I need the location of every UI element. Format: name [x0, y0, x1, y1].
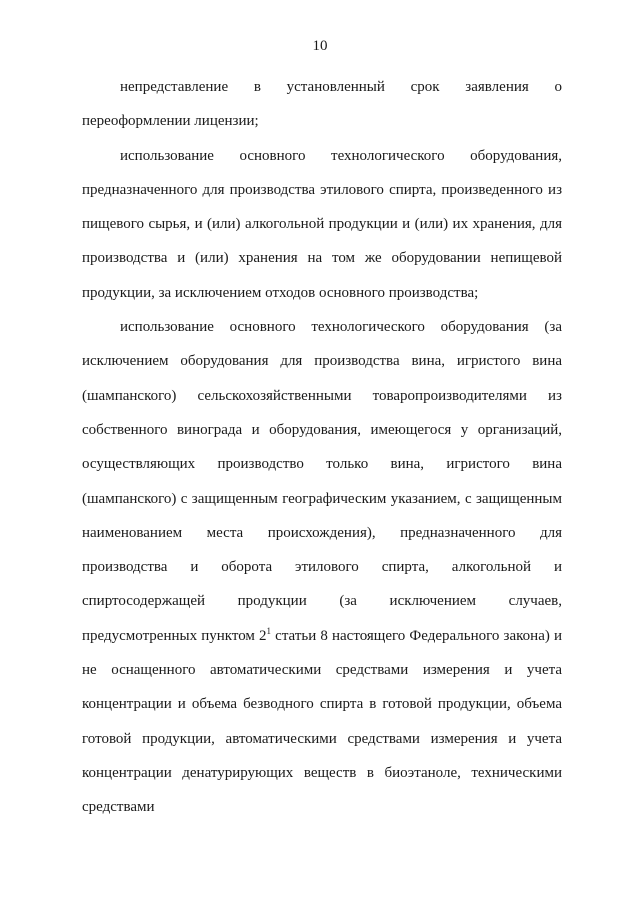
- paragraph-text-part2: статьи 8 настоящего Федерального закона) и не оснащенного автоматическими средствами измерения и учета концентрации и объема безводного спирта в готовой продукции, объема готовой продукции, автоматическими средствами измерения и учета концентрации денатурирующих веществ в биоэтаноле, техническими средствами: [82, 627, 562, 816]
- document-body: [82, 70, 562, 825]
- paragraph-text-part1: использование основного технологического оборудования (за исключением оборудования для производства вина, игристого вина (шампанского) сельскохозяйственными товаропроизводителями из собственного винограда и оборудования, имеющегося у организаций, осуществляющих производство только вина, игристого вина (шампанского) с защищенным географическим указанием, с защищенным наименованием места происхождения), предназначенного для производства и оборота этилового спирта, алкогольной и спиртосодержащей продукции (за исключением случаев, предусмотренных пунктом 2: [82, 319, 562, 644]
- page-number: 10: [312, 38, 328, 54]
- paragraph-equipment-metering: [82, 310, 562, 824]
- paragraph-food-equipment: использование основного технологического оборудования, предназначенного для производства этилового спирта, произведенного из пищевого сырья, и (или) алкогольной продукции и (или) их хранения, для производства и (или) хранения на том же оборудовании непищевой продукции, за исключением отходов основного производства;: [82, 147, 562, 301]
- superscript-marker: 1: [266, 625, 272, 636]
- paragraph-license-reissue: непредставление в установленный срок заявления о переоформлении лицензии;: [82, 79, 562, 130]
